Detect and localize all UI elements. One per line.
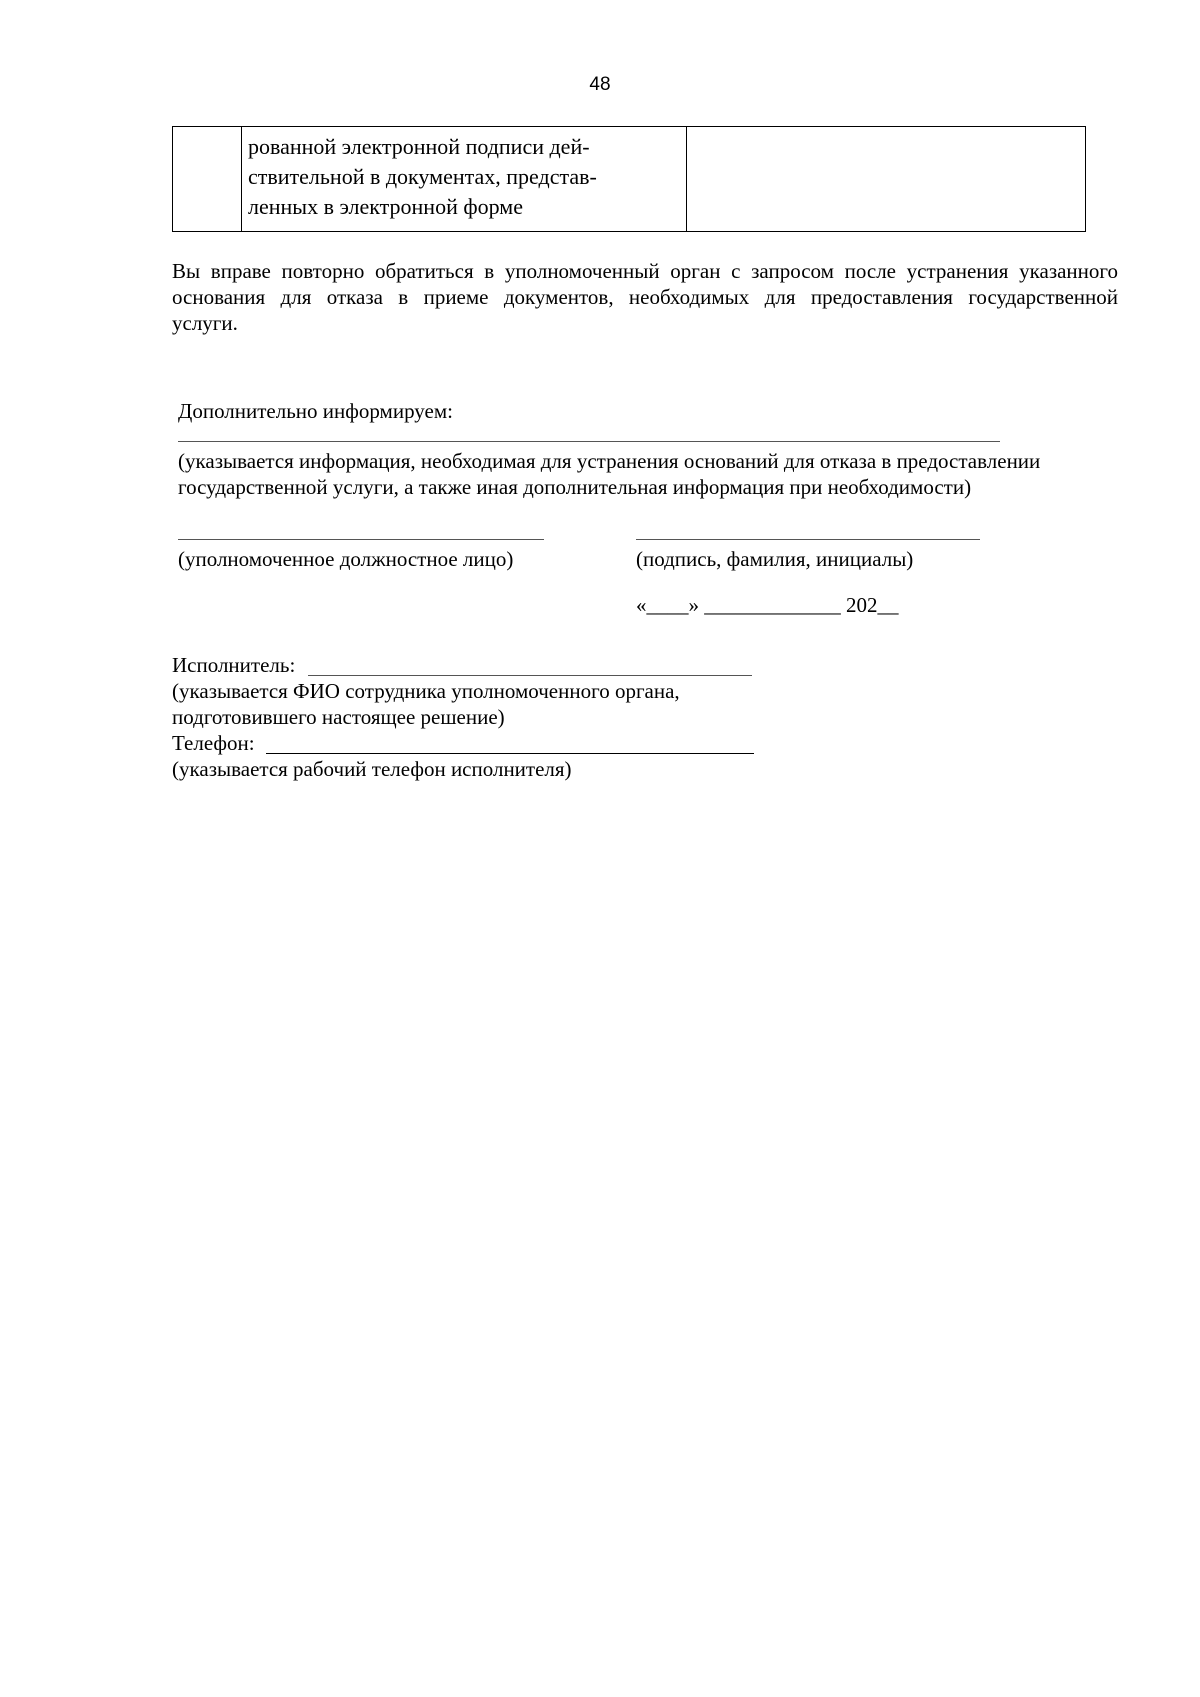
executor-hint-line: (указывается ФИО сотрудника уполномоченного органа,	[172, 679, 680, 703]
phone-line	[266, 753, 754, 754]
date-line: «____» _____________ 202__	[636, 593, 899, 617]
continuation-table	[172, 126, 1086, 232]
executor-name-line	[308, 675, 752, 676]
executor-label: Исполнитель:	[172, 653, 296, 677]
notice-paragraph	[172, 258, 1118, 336]
phone-hint: (указывается рабочий телефон исполнителя)	[172, 757, 572, 781]
additional-info-label: Дополнительно информируем:	[178, 399, 453, 423]
table-cell-line: ленных в электронной форме	[248, 194, 523, 219]
additional-info-hint-line: государственной услуги, а также иная дополнительная информация при необходимости)	[178, 475, 972, 499]
signature-label: (подпись, фамилия, инициалы)	[636, 547, 914, 571]
phone-label: Телефон:	[172, 731, 255, 755]
table-cell-number	[173, 127, 242, 232]
additional-info-line	[178, 441, 1000, 442]
notice-line: Вы вправе повторно обратиться в уполномоченный орган с запросом после устранения указанного	[172, 259, 1118, 283]
table-cell-line: ствительной в документах, представ-	[248, 164, 597, 189]
signature-name-line	[636, 539, 980, 540]
notice-line: услуги.	[172, 311, 238, 335]
additional-info-hint-line: (указывается информация, необходимая для устранения оснований для отказа в предоставлении	[178, 449, 1041, 473]
notice-line: основания для отказа в приеме документов, необходимых для предоставления государственной	[172, 285, 1118, 309]
table-row	[173, 127, 1086, 232]
official-label: (уполномоченное должностное лицо)	[178, 547, 514, 571]
official-signature-line	[178, 539, 544, 540]
table-cell-explanation	[687, 127, 1086, 232]
table-cell-line: рованной электронной подписи дей-	[248, 134, 590, 159]
page-number: 48	[589, 74, 611, 95]
table-cell-reason	[242, 127, 687, 232]
executor-hint-line: подготовившего настоящее решение)	[172, 705, 505, 729]
